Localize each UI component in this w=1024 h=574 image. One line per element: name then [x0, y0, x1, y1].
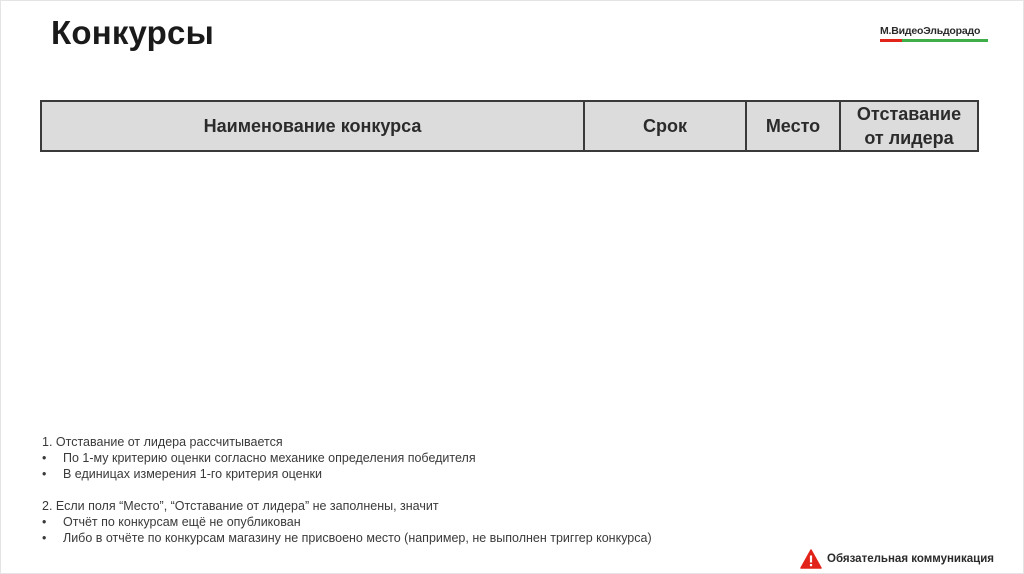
note-bullet-list [42, 514, 652, 546]
note-title: 1. Отставание от лидера рассчитывается [42, 435, 283, 449]
list-item: • Отчёт по конкурсам ещё не опубликован [42, 514, 652, 530]
warning-icon [800, 549, 822, 569]
footer-label: Обязательная коммуникация [827, 553, 994, 565]
column-header-contest-name: Наименование конкурса [41, 101, 584, 151]
company-logo [880, 25, 988, 42]
logo-bar-green [902, 39, 988, 42]
logo-text: М.ВидеоЭльдорадо [880, 25, 981, 37]
table-header-row [41, 101, 978, 151]
column-header-gap-from-leader: Отставание от лидера [840, 101, 978, 151]
column-header-place: Место [746, 101, 840, 151]
note-title: 2. Если поля “Место”, “Отставание от лидера” не заполнены, значит [42, 499, 439, 513]
list-item: • По 1-му критерию оценки согласно механике определения победителя [42, 450, 652, 466]
note-bullet-list [42, 450, 652, 482]
list-item: • Либо в отчёте по конкурсам магазину не присвоено место (например, не выполнен триггер конкурса) [42, 530, 652, 546]
note-gap-calculation [42, 434, 652, 482]
mandatory-communication-badge [800, 549, 994, 569]
column-header-deadline: Срок [584, 101, 746, 151]
footnotes [42, 434, 652, 546]
logo-underline [880, 39, 988, 42]
page-title: Конкурсы [51, 14, 214, 51]
logo-bar-red [880, 39, 902, 42]
note-empty-fields [42, 498, 652, 546]
list-item: • В единицах измерения 1-го критерия оценки [42, 466, 652, 482]
contests-table [40, 100, 979, 152]
